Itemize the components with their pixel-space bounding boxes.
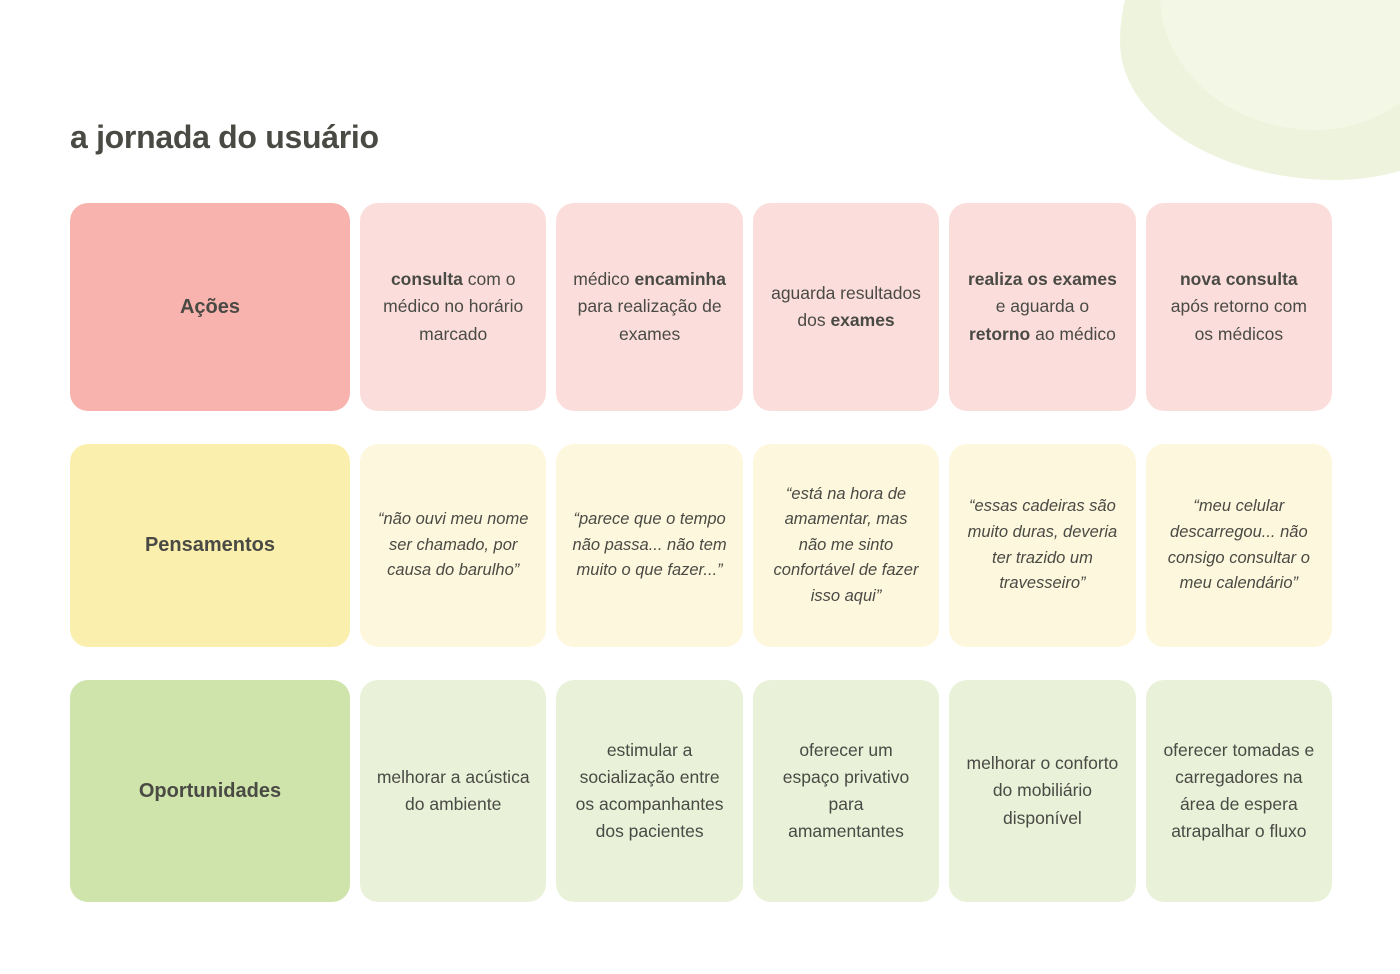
thoughts-step-5	[1146, 444, 1332, 647]
opportunities-step-5	[1146, 680, 1332, 902]
opportunities-step-2-text: estimular a socialização entre os acompanhantes dos pacientes	[575, 739, 724, 842]
opportunities-step-1	[360, 680, 546, 902]
blob-outer	[1120, 0, 1400, 180]
page-title: a jornada do usuário	[70, 119, 379, 156]
thoughts-step-4-text: “essas cadeiras são muito duras, deveria ter trazido um travesseiro”	[967, 497, 1118, 593]
opportunities-step-4-text: melhorar o conforto do mobiliário disponível	[966, 753, 1119, 828]
opportunities-step-5-text: oferecer tomadas e carregadores na área de espera atrapalhar o fluxo	[1163, 739, 1315, 842]
opportunities-step-2	[556, 680, 742, 902]
opportunities-step-1-text: melhorar a acústica do ambiente	[376, 766, 530, 814]
actions-step-1-text: consulta com o médico no horário marcado	[383, 269, 524, 344]
thoughts-step-2	[556, 444, 742, 647]
row-label-thoughts: Pensamentos	[70, 444, 350, 647]
actions-step-3	[753, 203, 939, 411]
opportunities-step-4	[949, 680, 1135, 902]
row-label-opportunities: Oportunidades	[70, 680, 350, 902]
actions-step-2	[556, 203, 742, 411]
decorative-blobs	[980, 0, 1400, 220]
journey-row-thoughts	[70, 444, 1332, 647]
thoughts-step-3-text: “está na hora de amamentar, mas não me sinto confortável de fazer isso aqui”	[773, 484, 919, 605]
actions-step-5-text: nova consulta após retorno com os médicos	[1170, 269, 1307, 344]
row-label-actions: Ações	[70, 203, 350, 411]
actions-step-5	[1146, 203, 1332, 411]
user-journey-map	[70, 203, 1332, 902]
actions-step-4	[949, 203, 1135, 411]
journey-row-actions	[70, 203, 1332, 411]
thoughts-step-4	[949, 444, 1135, 647]
thoughts-step-2-text: “parece que o tempo não passa... não tem muito o que fazer...”	[572, 510, 727, 580]
actions-step-1	[360, 203, 546, 411]
actions-step-3-text: aguarda resultados dos exames	[771, 282, 921, 330]
opportunities-step-3-text: oferecer um espaço privativo para amamentantes	[782, 739, 910, 842]
blob-inner	[1160, 0, 1400, 130]
thoughts-step-1	[360, 444, 546, 647]
thoughts-step-3	[753, 444, 939, 647]
opportunities-step-3	[753, 680, 939, 902]
actions-step-2-text: médico encaminha para realização de exames	[573, 269, 726, 344]
journey-row-opportunities	[70, 680, 1332, 902]
actions-step-4-text: realiza os exames e aguarda o retorno ao médico	[967, 269, 1117, 344]
thoughts-step-1-text: “não ouvi meu nome ser chamado, por causa do barulho”	[377, 510, 529, 580]
thoughts-step-5-text: “meu celular descarregou... não consigo consultar o meu calendário”	[1167, 497, 1310, 593]
